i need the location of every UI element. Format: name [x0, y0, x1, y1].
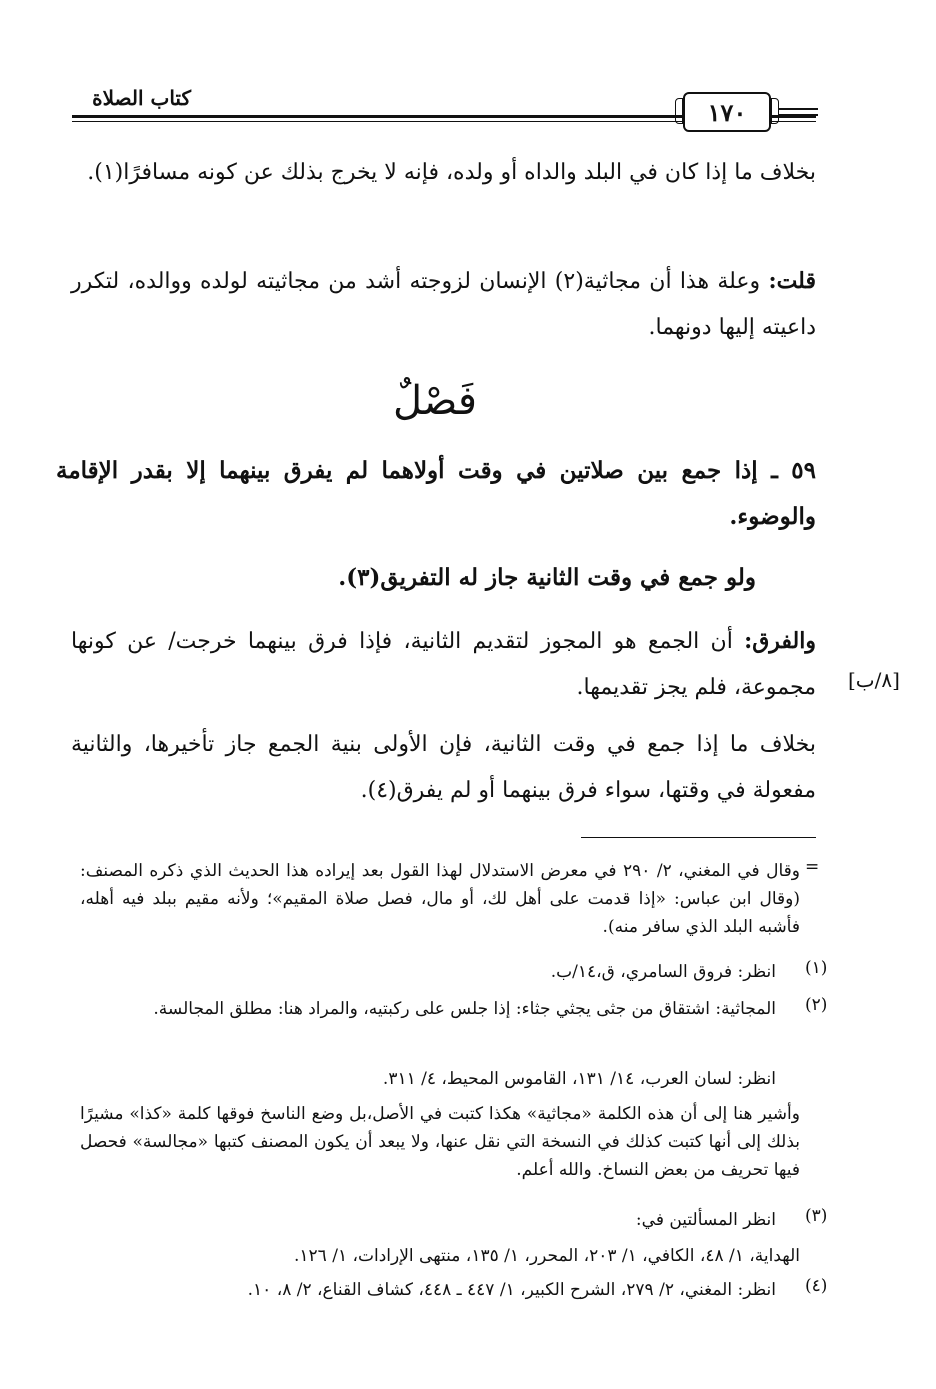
footnote-3: انظر المسألتين في:	[635, 1210, 776, 1230]
footnote-2-ref: انظر: لسان العرب، ١٤/ ١٣١، القاموس المحيط، ٤/ ٣١١.	[382, 1069, 776, 1089]
lead-word: والفرق:	[744, 628, 816, 654]
paragraph: بخلاف ما إذا جمع في وقت الثانية، فإن الأولى بنية الجمع جاز تأخيرها، والثانية مفعولة في وقتها، سواء فرق بينهما أو لم يفرق(٤).	[71, 732, 816, 803]
header-ornament-line	[778, 108, 818, 110]
footnote-mark: (٢)	[805, 995, 828, 1015]
page-number: ١٧٠	[707, 97, 747, 127]
page-number-frame	[683, 92, 771, 132]
header-ornament-line	[778, 114, 818, 116]
numbered-issue-59: ٥٩ ـ إذا جمع بين صلاتين في وقت أولاهما لم يفرق بينهما إلا بقدر الإقامة والوضوء.	[56, 457, 816, 530]
footnote-mark: (٤)	[805, 1276, 828, 1296]
footnote-mark: (٣)	[805, 1206, 828, 1226]
footnote-continued: وقال في المغني، ٢/ ٢٩٠ في معرض الاستدلال لهذا القول بعد إيراده هذا الحديث الذي ذكره المصنف: (وقال ابن عباس: «إذا قدمت على أهل لك، أو مال، فصل صلاة المقيم»؛ ولأنه مقيم ببلد فيه أهله، فأشبه البلد الذي سافر منه).	[80, 861, 800, 937]
lead-word: قلت:	[768, 268, 816, 294]
footnote-mark: (١)	[805, 958, 828, 978]
footnote-mark: =	[805, 857, 820, 877]
footnote-1: انظر: فروق السامري، ق،١٤/ب.	[550, 962, 776, 982]
paragraph-text: أن الجمع هو المجوز لتقديم الثانية، فإذا فرق بينهما خرجت/ عن كونها مجموعة، فلم يجز تقديمها.	[71, 629, 816, 700]
section-heading-fasl: فَصْلٌ	[392, 378, 478, 424]
footnote-separator	[581, 837, 816, 838]
footnote-3-refs: الهداية، ١/ ٤٨، الكافي، ١/ ٢٠٣، المحرر، ١/ ١٣٥، منتهى الإرادات، ١/ ١٢٦.	[294, 1246, 800, 1266]
footnote-2: المجاثية: اشتقاق من جثى يجثي جثاء: إذا جلس على ركبتيه، والمراد هنا: مطلق المجالسة.	[153, 999, 776, 1019]
paragraph-farq	[71, 618, 816, 711]
paragraph-qultu	[71, 258, 816, 351]
footnote-4: انظر: المغني، ٢/ ٢٧٩، الشرح الكبير، ١/ ٤٤٧ ـ ٤٤٨، كشاف القناع، ٢/ ٨، ١٠.	[247, 1280, 776, 1300]
footnote-2-note: وأشير هنا إلى أن هذه الكلمة «مجاثية» هكذا كتبت في الأصل،بل وضع الناسخ فوقها كلمة «كذا» مشيرًا بذلك إلى أنها كتبت كذلك في النسخة التي نقل عنها، ولا يبعد أن يكون المصنف كتبها «مجالسة» فحصل فيها تحريف من بعض النساخ. والله أعلم.	[80, 1104, 800, 1180]
running-header-title: كتاب الصلاة	[92, 86, 191, 110]
issue-continuation: ولو جمع في وقت الثانية جاز له التفريق(٣).	[338, 564, 756, 591]
paragraph: بخلاف ما إذا كان في البلد والداه أو ولده، فإنه لا يخرج بذلك عن كونه مسافرًا(١).	[87, 160, 816, 185]
paragraph-text: وعلة هذا أن مجاثية(٢) الإنسان لزوجته أشد من مجاثيته لولده ووالده، لتكرر داعيته إليها دونهما.	[71, 269, 816, 340]
manuscript-folio-ref: [٨/ب]	[848, 668, 900, 692]
